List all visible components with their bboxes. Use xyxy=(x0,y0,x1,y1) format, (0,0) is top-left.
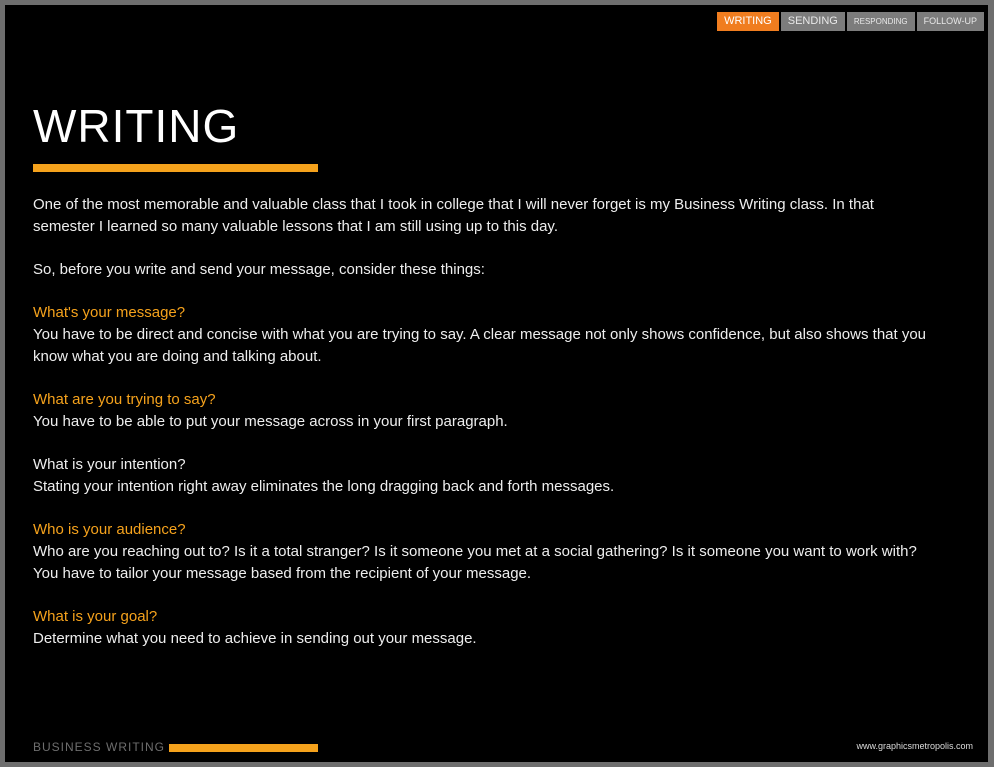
tab-responding[interactable]: RESPONDING xyxy=(847,12,915,31)
section-answer: Who are you reaching out to? Is it a total stranger? Is it someone you met at a social gathering? Is it someone you want to work with? You have to tailor your message based from the recipient of your message. xyxy=(33,543,917,582)
section-intention xyxy=(33,454,933,498)
footer-label: BUSINESS WRITING xyxy=(33,740,169,754)
section-question: What is your goal? xyxy=(33,608,158,625)
section-question: What's your message? xyxy=(33,304,186,321)
page-title: WRITING xyxy=(33,100,240,152)
section-audience xyxy=(33,519,933,585)
tab-follow-up[interactable]: FOLLOW-UP xyxy=(917,12,984,31)
slide xyxy=(5,5,988,762)
section-question: Who is your audience? xyxy=(33,521,186,538)
section-answer: Determine what you need to achieve in sending out your message. xyxy=(33,630,477,647)
section-goal xyxy=(33,606,933,650)
section-tabs xyxy=(717,12,984,31)
title-underline xyxy=(33,164,318,172)
section-answer: You have to be able to put your message across in your first paragraph. xyxy=(33,413,508,430)
tab-sending[interactable]: SENDING xyxy=(781,12,845,31)
intro-paragraph: One of the most memorable and valuable class that I took in college that I will never forget is my Business Writing class. In that semester I learned so many valuable lessons that I am still using up to this day. xyxy=(33,196,874,235)
section-question: What are you trying to say? xyxy=(33,391,216,408)
footer-url[interactable]: www.graphicsmetropolis.com xyxy=(856,741,973,751)
section-answer: You have to be direct and concise with what you are trying to say. A clear message not only shows confidence, but also shows that you know what you are doing and talking about. xyxy=(33,326,927,365)
content xyxy=(33,194,933,671)
lead-paragraph: So, before you write and send your message, consider these things: xyxy=(33,261,485,278)
tab-writing[interactable]: WRITING xyxy=(717,12,779,31)
section-question: What is your intention? xyxy=(33,456,186,473)
section-answer: Stating your intention right away eliminates the long dragging back and forth messages. xyxy=(33,478,615,495)
section-message xyxy=(33,302,933,368)
section-trying-to-say xyxy=(33,389,933,433)
